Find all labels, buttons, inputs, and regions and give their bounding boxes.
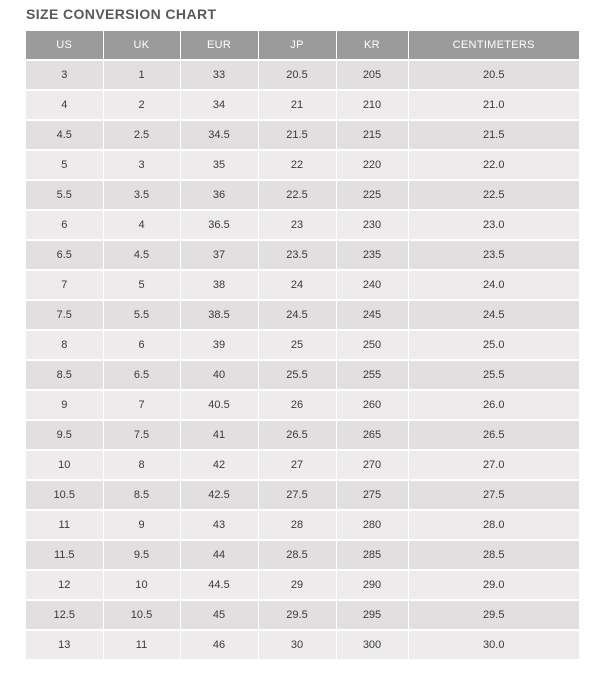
cell-centimeters: 23.5 <box>408 240 579 270</box>
table-row <box>26 300 579 330</box>
cell-centimeters: 28.5 <box>408 540 579 570</box>
cell-centimeters: 29.0 <box>408 570 579 600</box>
cell-uk: 10 <box>103 570 180 600</box>
cell-uk: 7 <box>103 390 180 420</box>
cell-uk: 9.5 <box>103 540 180 570</box>
cell-us: 4.5 <box>26 120 103 150</box>
cell-kr: 250 <box>336 330 408 360</box>
column-header-jp: JP <box>258 31 336 60</box>
cell-eur: 40 <box>180 360 258 390</box>
size-conversion-table <box>26 31 579 661</box>
cell-uk: 1 <box>103 60 180 90</box>
cell-jp: 27.5 <box>258 480 336 510</box>
cell-uk: 4 <box>103 210 180 240</box>
table-row <box>26 240 579 270</box>
table-row <box>26 180 579 210</box>
cell-kr: 220 <box>336 150 408 180</box>
cell-eur: 44 <box>180 540 258 570</box>
table-row <box>26 540 579 570</box>
cell-uk: 5.5 <box>103 300 180 330</box>
column-header-centimeters: CENTIMETERS <box>408 31 579 60</box>
cell-us: 13 <box>26 630 103 660</box>
cell-jp: 30 <box>258 630 336 660</box>
cell-eur: 38 <box>180 270 258 300</box>
cell-jp: 28 <box>258 510 336 540</box>
cell-kr: 255 <box>336 360 408 390</box>
table-row <box>26 270 579 300</box>
cell-kr: 205 <box>336 60 408 90</box>
cell-kr: 235 <box>336 240 408 270</box>
cell-jp: 27 <box>258 450 336 480</box>
cell-uk: 2.5 <box>103 120 180 150</box>
cell-kr: 245 <box>336 300 408 330</box>
cell-kr: 215 <box>336 120 408 150</box>
cell-jp: 29 <box>258 570 336 600</box>
cell-us: 11.5 <box>26 540 103 570</box>
cell-us: 5 <box>26 150 103 180</box>
cell-eur: 38.5 <box>180 300 258 330</box>
cell-jp: 24 <box>258 270 336 300</box>
cell-us: 8 <box>26 330 103 360</box>
cell-eur: 44.5 <box>180 570 258 600</box>
cell-centimeters: 25.5 <box>408 360 579 390</box>
table-row <box>26 450 579 480</box>
cell-eur: 45 <box>180 600 258 630</box>
cell-kr: 275 <box>336 480 408 510</box>
table-row <box>26 60 579 90</box>
cell-us: 3 <box>26 60 103 90</box>
cell-eur: 46 <box>180 630 258 660</box>
cell-eur: 41 <box>180 420 258 450</box>
cell-jp: 22 <box>258 150 336 180</box>
table-row <box>26 360 579 390</box>
cell-uk: 9 <box>103 510 180 540</box>
table-body <box>26 60 579 660</box>
cell-centimeters: 21.5 <box>408 120 579 150</box>
cell-us: 5.5 <box>26 180 103 210</box>
cell-uk: 11 <box>103 630 180 660</box>
table-row <box>26 600 579 630</box>
column-header-us: US <box>26 31 103 60</box>
cell-eur: 43 <box>180 510 258 540</box>
cell-us: 4 <box>26 90 103 120</box>
cell-jp: 24.5 <box>258 300 336 330</box>
cell-uk: 10.5 <box>103 600 180 630</box>
cell-us: 9 <box>26 390 103 420</box>
cell-uk: 7.5 <box>103 420 180 450</box>
cell-eur: 39 <box>180 330 258 360</box>
table-row <box>26 510 579 540</box>
cell-jp: 29.5 <box>258 600 336 630</box>
cell-kr: 300 <box>336 630 408 660</box>
cell-kr: 225 <box>336 180 408 210</box>
table-row <box>26 210 579 240</box>
cell-centimeters: 23.0 <box>408 210 579 240</box>
cell-kr: 240 <box>336 270 408 300</box>
cell-eur: 34.5 <box>180 120 258 150</box>
cell-uk: 6 <box>103 330 180 360</box>
cell-jp: 23 <box>258 210 336 240</box>
cell-uk: 8.5 <box>103 480 180 510</box>
cell-uk: 5 <box>103 270 180 300</box>
cell-kr: 260 <box>336 390 408 420</box>
table-row <box>26 150 579 180</box>
cell-us: 10 <box>26 450 103 480</box>
cell-jp: 26.5 <box>258 420 336 450</box>
cell-us: 7 <box>26 270 103 300</box>
cell-jp: 23.5 <box>258 240 336 270</box>
cell-eur: 40.5 <box>180 390 258 420</box>
cell-eur: 42.5 <box>180 480 258 510</box>
cell-centimeters: 27.0 <box>408 450 579 480</box>
column-header-eur: EUR <box>180 31 258 60</box>
cell-centimeters: 27.5 <box>408 480 579 510</box>
column-header-kr: KR <box>336 31 408 60</box>
cell-centimeters: 22.5 <box>408 180 579 210</box>
cell-us: 11 <box>26 510 103 540</box>
cell-eur: 34 <box>180 90 258 120</box>
cell-jp: 28.5 <box>258 540 336 570</box>
cell-centimeters: 21.0 <box>408 90 579 120</box>
cell-eur: 37 <box>180 240 258 270</box>
cell-us: 12 <box>26 570 103 600</box>
cell-eur: 36 <box>180 180 258 210</box>
cell-eur: 35 <box>180 150 258 180</box>
cell-uk: 2 <box>103 90 180 120</box>
cell-uk: 3.5 <box>103 180 180 210</box>
table-row <box>26 330 579 360</box>
cell-us: 8.5 <box>26 360 103 390</box>
cell-kr: 290 <box>336 570 408 600</box>
cell-uk: 4.5 <box>103 240 180 270</box>
table-row <box>26 570 579 600</box>
cell-uk: 6.5 <box>103 360 180 390</box>
column-header-uk: UK <box>103 31 180 60</box>
cell-centimeters: 24.5 <box>408 300 579 330</box>
cell-kr: 295 <box>336 600 408 630</box>
cell-jp: 21 <box>258 90 336 120</box>
cell-centimeters: 29.5 <box>408 600 579 630</box>
cell-centimeters: 24.0 <box>408 270 579 300</box>
page-title: SIZE CONVERSION CHART <box>26 6 217 22</box>
cell-jp: 25 <box>258 330 336 360</box>
cell-centimeters: 26.5 <box>408 420 579 450</box>
cell-us: 7.5 <box>26 300 103 330</box>
table-row <box>26 420 579 450</box>
table-row <box>26 120 579 150</box>
cell-eur: 36.5 <box>180 210 258 240</box>
cell-eur: 42 <box>180 450 258 480</box>
cell-uk: 3 <box>103 150 180 180</box>
cell-kr: 280 <box>336 510 408 540</box>
cell-kr: 230 <box>336 210 408 240</box>
table-header-row <box>26 31 579 60</box>
cell-us: 6 <box>26 210 103 240</box>
table-row <box>26 390 579 420</box>
table-row <box>26 90 579 120</box>
table-row <box>26 630 579 660</box>
cell-kr: 270 <box>336 450 408 480</box>
table-row <box>26 480 579 510</box>
cell-centimeters: 28.0 <box>408 510 579 540</box>
cell-centimeters: 25.0 <box>408 330 579 360</box>
cell-us: 9.5 <box>26 420 103 450</box>
cell-centimeters: 22.0 <box>408 150 579 180</box>
cell-us: 12.5 <box>26 600 103 630</box>
cell-kr: 210 <box>336 90 408 120</box>
cell-centimeters: 30.0 <box>408 630 579 660</box>
cell-kr: 285 <box>336 540 408 570</box>
cell-us: 6.5 <box>26 240 103 270</box>
cell-eur: 33 <box>180 60 258 90</box>
cell-jp: 26 <box>258 390 336 420</box>
cell-us: 10.5 <box>26 480 103 510</box>
cell-centimeters: 26.0 <box>408 390 579 420</box>
cell-jp: 20.5 <box>258 60 336 90</box>
cell-jp: 25.5 <box>258 360 336 390</box>
cell-jp: 22.5 <box>258 180 336 210</box>
cell-kr: 265 <box>336 420 408 450</box>
cell-jp: 21.5 <box>258 120 336 150</box>
cell-centimeters: 20.5 <box>408 60 579 90</box>
cell-uk: 8 <box>103 450 180 480</box>
